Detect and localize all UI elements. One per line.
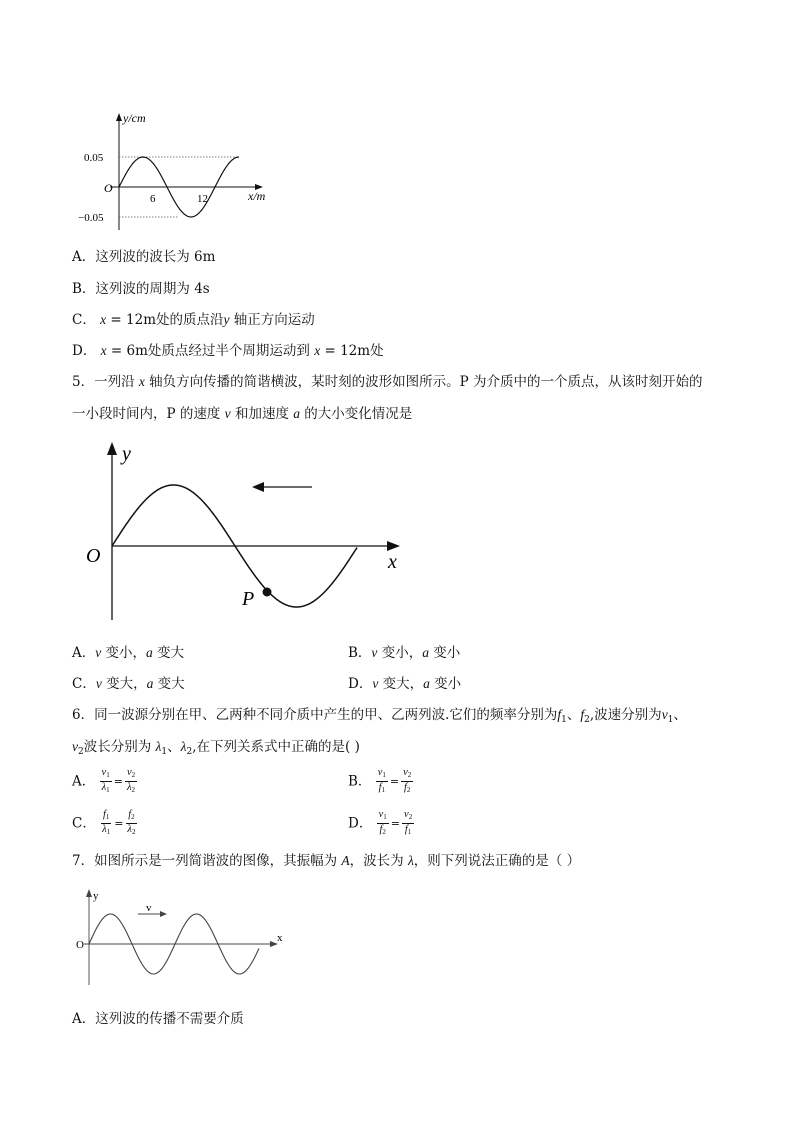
v-label: v	[146, 902, 152, 914]
option-letter: C．	[72, 676, 96, 692]
var-lambda: λ	[407, 853, 414, 868]
wave-graph-1	[76, 110, 276, 235]
fraction: $\frac{f2}{\lambda 2}$	[127, 809, 136, 836]
fraction: $\frac{v2}{\lambda 2}$	[126, 767, 136, 794]
stem-text: ,波速分别为	[589, 707, 662, 723]
q5-option-b[interactable]	[348, 644, 460, 662]
var-f: f	[580, 707, 585, 722]
separator: 、	[673, 707, 687, 723]
stem-text: 和加速度	[230, 406, 294, 422]
var-a: a	[146, 676, 154, 691]
separator: 、	[566, 707, 581, 723]
option-text: = 12m处	[320, 343, 384, 359]
q6-option-b[interactable]: B． $\frac{v1}{f1}$ = $\frac{v2}{f2}$	[348, 767, 412, 794]
option-letter: B．	[348, 645, 372, 661]
stem-text: 一小段时间内，P 的速度	[72, 406, 225, 422]
var-a: a	[423, 676, 430, 691]
var-a: a	[146, 645, 153, 660]
var-a: a	[422, 645, 429, 660]
wave-graph-2	[82, 440, 412, 625]
var-v: v	[95, 676, 102, 691]
x-axis-label: x/m	[248, 189, 266, 203]
q6-option-c[interactable]: C． $\frac{f1}{\lambda 1}$ = $\frac{f2}{\lambda 2}$	[72, 809, 136, 836]
stem-text: ，波长为	[349, 853, 408, 869]
q6-option-a[interactable]: A． $\frac{v1}{\lambda 1}$ = $\frac{v2}{\lambda 2}$	[72, 767, 136, 794]
q7-stem	[72, 852, 580, 870]
subscript: 2	[584, 715, 590, 725]
option-text: 变小	[428, 645, 461, 661]
var-x: x	[100, 312, 107, 327]
origin-label: O	[104, 181, 113, 195]
subscript: 1	[161, 747, 168, 757]
var-x: x	[100, 343, 107, 358]
question-number: 6．	[72, 707, 95, 723]
q6-stem-line2	[72, 738, 360, 761]
option-text: 这列波的传播不需要介质	[95, 1011, 244, 1027]
option-text: 变小	[429, 676, 462, 692]
var-v: v	[661, 707, 668, 722]
y-axis-label: y	[122, 443, 131, 465]
var-amplitude: A	[341, 853, 350, 868]
option-letter: A．	[72, 645, 96, 661]
q5-stem-line2	[72, 405, 412, 423]
x-axis-label: x	[388, 551, 397, 573]
var-v: v	[372, 676, 379, 691]
fraction: $\frac{v2}{f2}$	[403, 767, 412, 794]
option-text: 这列波的波长为 6m	[95, 249, 216, 265]
q6-stem-line1	[72, 706, 687, 729]
q4-option-a[interactable]	[72, 248, 215, 266]
var-lambda: λ	[155, 739, 162, 754]
option-text: 这列波的周期为 4s	[95, 281, 210, 297]
option-text: 变大	[153, 676, 185, 692]
q5-stem-line1	[72, 373, 703, 391]
stem-text: 如图所示是一列简谐波的图像，其振幅为	[94, 853, 342, 869]
y-tick-min: −0.05	[78, 212, 104, 224]
stem-text: 同一波源分别在甲、乙两种不同介质中产生的甲、乙两列波.它们的频率分别为	[94, 707, 558, 723]
fraction: $\frac{v1}{\lambda 1}$	[101, 767, 110, 794]
subscript: 2	[186, 747, 193, 757]
option-letter: C．	[72, 815, 96, 832]
option-letter: B．	[72, 281, 96, 297]
stem-text: ,在下列关系式中正确的是( )	[192, 739, 360, 755]
x-tick-12: 12	[197, 193, 208, 205]
q4-option-b[interactable]	[72, 280, 210, 298]
option-letter: C．	[72, 312, 96, 328]
var-x: x	[314, 343, 321, 358]
y-axis-label: y/cm	[123, 111, 146, 125]
x-tick-6: 6	[150, 193, 156, 205]
x-axis-label: x	[277, 932, 283, 944]
subscript: 2	[78, 747, 84, 757]
q5-option-a[interactable]	[72, 644, 184, 662]
option-text: 变小，	[377, 645, 423, 661]
option-letter: D．	[348, 815, 373, 832]
point-label: P	[242, 588, 255, 610]
q4-option-c[interactable]	[72, 311, 315, 329]
q5-option-d[interactable]	[348, 675, 461, 693]
question-number: 7．	[72, 853, 95, 869]
var-v: v	[224, 406, 231, 421]
var-v: v	[72, 739, 78, 754]
stem-text: ，则下列说法正确的是（ ）	[413, 853, 581, 869]
fraction: $\frac{v2}{f1}$	[404, 809, 413, 836]
var-v: v	[371, 645, 378, 660]
question-number: 5．	[72, 374, 95, 390]
y-axis-label: y	[93, 890, 99, 902]
option-text: 变大	[152, 645, 185, 661]
fraction: $\frac{v1}{f2}$	[378, 809, 387, 836]
option-text: = 6m处质点经过半个周期运动到	[106, 343, 315, 359]
option-text: = 12m处的质点沿	[106, 312, 224, 328]
stem-text: 轴负方向传播的简谐横波，某时刻的波形如图所示。P 为介质中的一个质点，从该时刻开始的	[144, 374, 703, 390]
option-text: 轴正方向运动	[229, 312, 315, 328]
wave-graph-3	[72, 885, 292, 990]
origin-label: O	[86, 545, 101, 567]
option-letter: D．	[72, 343, 97, 359]
stem-text: 波长分别为	[83, 739, 156, 755]
option-letter: A．	[72, 773, 96, 790]
q6-option-d[interactable]: D． $\frac{v1}{f2}$ = $\frac{v2}{f1}$	[348, 809, 413, 836]
option-letter: D．	[348, 676, 373, 692]
q7-option-a[interactable]	[72, 1010, 244, 1028]
separator: 、	[167, 739, 181, 755]
y-tick-max: 0.05	[84, 152, 104, 164]
stem-text: 的大小变化情况是	[300, 406, 413, 422]
stem-text: 一列沿	[94, 374, 139, 390]
subscript: 1	[667, 715, 674, 725]
q4-option-d[interactable]	[72, 342, 384, 360]
var-a: a	[293, 406, 301, 421]
origin-label: O	[76, 939, 84, 951]
var-f: f	[557, 707, 562, 722]
option-letter: A．	[72, 1011, 96, 1027]
var-lambda: λ	[180, 739, 187, 754]
point-p	[263, 588, 272, 597]
fraction: $\frac{v1}{f1}$	[377, 767, 386, 794]
var-x: x	[138, 374, 145, 389]
q5-option-c[interactable]	[72, 675, 185, 693]
option-text: 变小，	[101, 645, 147, 661]
var-y: y	[223, 312, 230, 327]
option-letter: A．	[72, 249, 96, 265]
var-v: v	[95, 645, 102, 660]
subscript: 1	[561, 715, 567, 725]
fraction: $\frac{f1}{\lambda 1}$	[102, 809, 111, 836]
option-text: 变大，	[378, 676, 424, 692]
option-text: 变大，	[101, 676, 147, 692]
option-letter: B．	[348, 773, 372, 790]
